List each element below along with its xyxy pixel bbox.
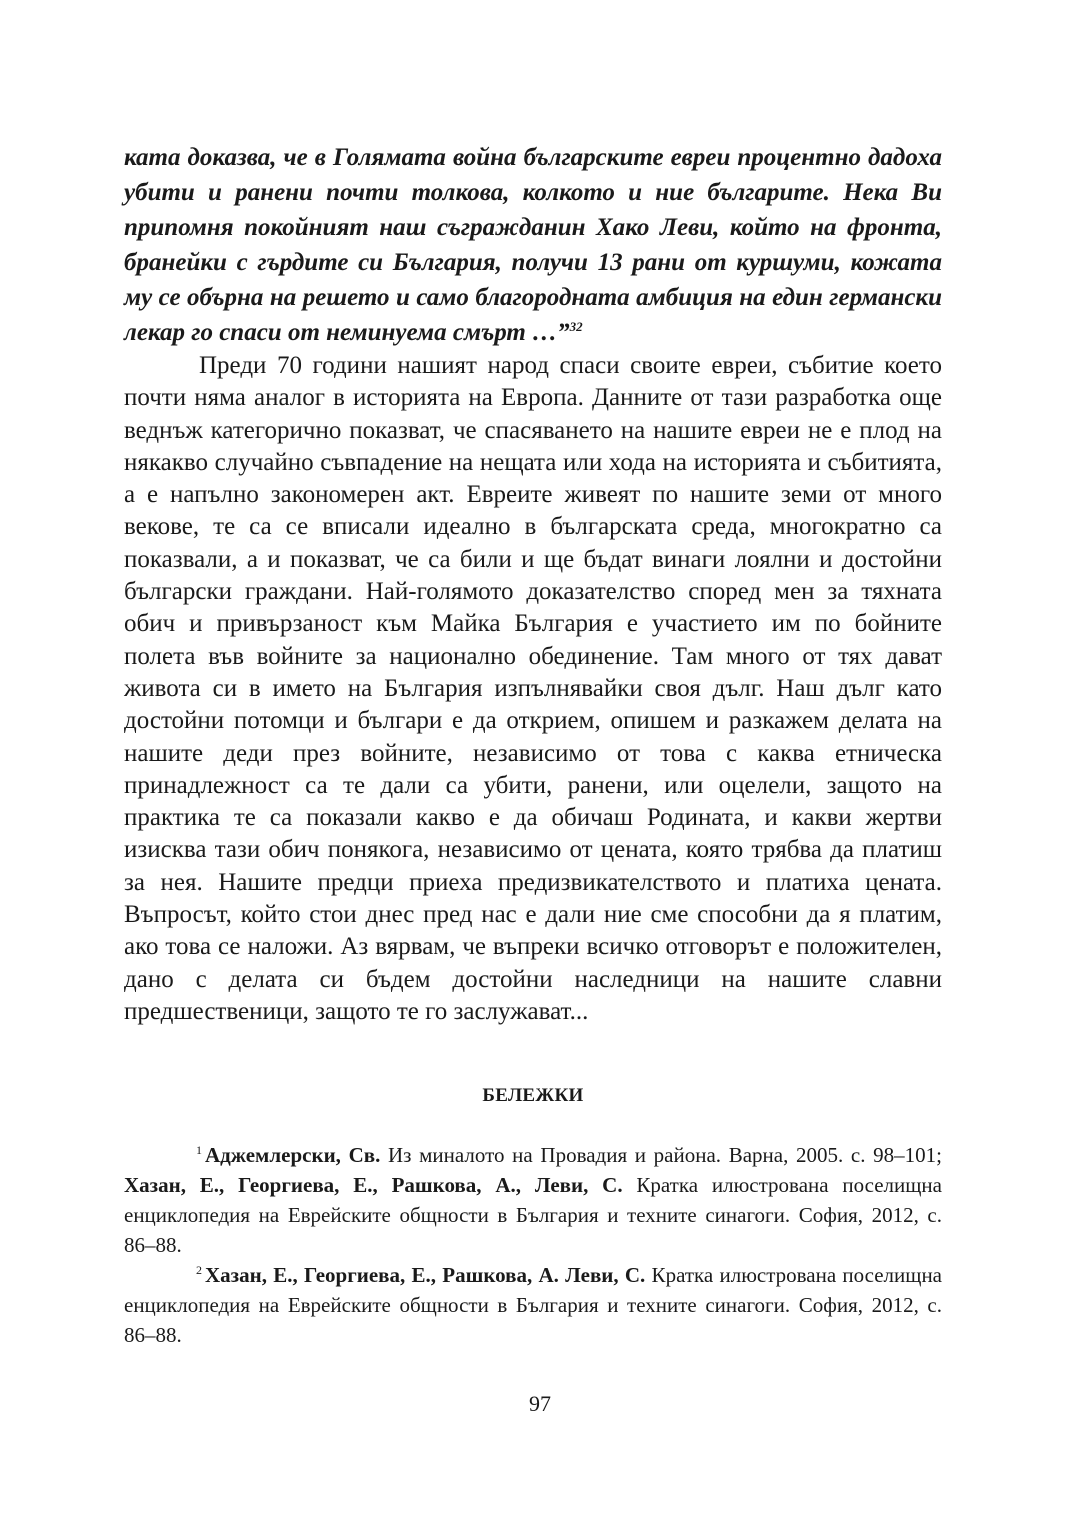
body-paragraph: Преди 70 години нашият народ спаси своите евреи, събитие което почти няма аналог в историята на Европа. Данните от тази разработка още веднъж категорично показват, че спасяването на нашите евреи не е плод на някакво случайно съвпадение на нещата или хода на историята и събитията, а е напълно закономерен акт. Евреите живеят по нашите земи от много векове, те са се вписали идеално в българската среда, многократно са показвали, а и показват, че са били и ще бъдат винаги лоялни и достойни български граждани. Най-голямото доказателство според мен за тяхната обич и привързаност към Майка България е участието им по бойните полета във войните за национално обединение. Там много от тях дават живота си в името на България изпълнявайки своя дълг. Наш дълг като достойни потомци и българи е да открием, опишем и разкажем делата на нашите деди през войните, независимо от това с каква етническа принадлежност са те дали са убити, ранени, или оцелели, защото на практика те са показали какво е да обичаш Родината, и какви жертви изисква тази обич понякога, независимо от цената, която трябва да платиш за нея. Нашите предци приеха предизвикателството и платиха цената. Въпросът, който стои днес пред нас е дали ние сме способни да я платим, ако това се наложи. Аз вярвам, че въпреки всичко отговорът е положителен, дано с делата си бъдем достойни наследници на нашите славни предшественици, защото те го заслужават... [124, 352, 942, 1025]
note-2-text-1: Кратка илюстрована поселищна енциклопедия на Еврейските общности в България и техните синагоги. София, 2012, с. 86–88. [124, 1263, 943, 1348]
page-number: 97 [529, 1391, 551, 1416]
note-1-author-1: Аджемлерски, Св. [205, 1143, 381, 1168]
quote-paragraph [124, 140, 942, 350]
note-1-text-1: Из миналото на Провадия и района. Варна, 2005. с. 98–101; [380, 1143, 943, 1168]
page-content [124, 140, 942, 1350]
note-1-author-2: Хазан, Е., Георгиева, Е., Рашкова, А., Леви, С. [124, 1173, 623, 1198]
quote-text: ката доказва, че в Голямата война българските евреи процентно дадоха убити и ранени почти толкова, колкото и ние българите. Нека Ви припомня покойният наш съгражданин Хако Леви, който на фронта, бранейки с гърдите си България, получи 13 рани от куршуми, кожата му се обърна на решето и само благородната амбиция на един германски лекар го спаси от неминуема смърт …” [124, 144, 942, 346]
footnote-ref-32: 32 [569, 319, 583, 334]
notes-heading: БЕЛЕЖКИ [482, 1085, 584, 1107]
note-1-number: 1 [196, 1143, 202, 1158]
note-1 [124, 1140, 942, 1260]
note-2 [124, 1260, 942, 1350]
note-1-text-2: Кратка илюстрована поселищна енциклопедия на Еврейските общности в България и техните синагоги. София, 2012, с. 86–88. [124, 1173, 942, 1258]
note-2-number: 2 [196, 1263, 202, 1278]
note-2-author-1: Хазан, Е., Георгиева, Е., Рашкова, А. Леви, С. [205, 1263, 646, 1288]
